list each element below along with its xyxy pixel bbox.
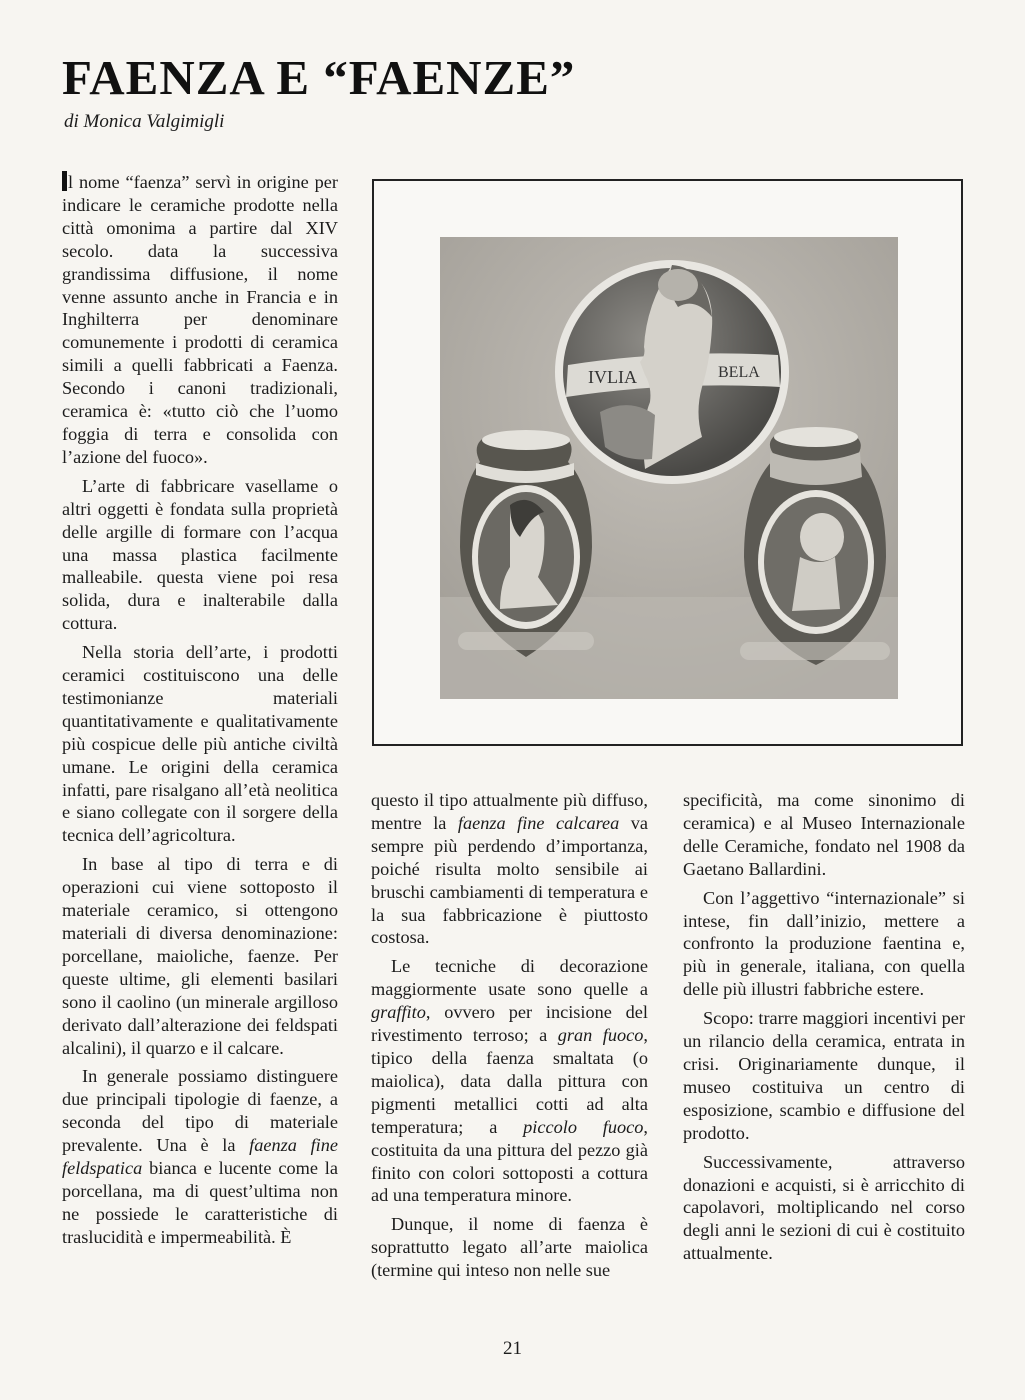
paragraph: Dunque, il nome di faenza è soprattutto legato all’arte maiolica (termine qui inteso non nelle sue: [371, 1214, 648, 1281]
paragraph: [62, 1065, 338, 1248]
paragraph-text: In generale possiamo distinguere due principali tipologie di faenze, a seconda del tipo di materiale prevalente. Una è la: [62, 1066, 338, 1156]
ceramics-illustration: [440, 237, 898, 699]
paragraph: In base al tipo di terra e di operazioni cui viene sottoposto il materiale ceramico, si ottengono materiali di diversa denominazione: porcellane, maioliche, faenze. Per queste ultime, gli elementi basilari sono il caolino (un minerale argilloso derivato dall’alterazione dei feldspati alcalini), il quarzo e il calcare.: [62, 854, 338, 1058]
figure-frame: [372, 179, 963, 746]
paragraph: Nella storia dell’arte, i prodotti ceramici costituiscono una delle testimonianze materiali quantitativamente e qualitativamente più cospicue delle più antiche civiltà umane. Le origini della ceramica infatti, pare risalgano all’età neolitica e siano collegate con il sorgere della tecnica dell’agricoltura.: [62, 642, 338, 846]
paragraph: [371, 955, 648, 1207]
emphasis-text: gran fuoco: [557, 1025, 644, 1046]
article-title: FAENZA E “FAENZE”: [62, 50, 576, 105]
article-author: di Monica Valgimigli: [64, 111, 225, 132]
paragraph-text: questo il tipo attualmente più diffuso, mentre la: [371, 790, 648, 833]
plate-inscription-left: IVLIA: [588, 367, 637, 387]
text-column-1: [62, 171, 338, 1249]
plate-inscription-right: BELA: [718, 364, 760, 381]
paragraph: L’arte di fabbricare vasellame o altri oggetti è fondata sulla proprietà delle argille di formare con l’acqua una massa plastica facilmente malleabile. questa viene poi resa solida, dura e inalterabile dalla cottura.: [62, 475, 338, 634]
paragraph: [371, 789, 648, 949]
paragraph-text: Le tecniche di decorazione maggiormente usate sono quelle a: [371, 956, 648, 1000]
portrait-plate: [555, 260, 789, 484]
paragraph: specificità, ma come sinonimo di ceramica) e al Museo Internazionale delle Ceramiche, fondato nel 1908 da Gaetano Ballardini.: [683, 790, 965, 879]
text-column-2: [371, 789, 648, 1282]
paragraph-text: bianca e lucente come la porcellana, ma di quest’ultima non ne possiede le caratteristiche di traslucidità e impermeabilità. È: [62, 1158, 338, 1247]
paragraph-text: , costituita da una pittura del pezzo già finito con colori sottoposti a cottura ad una temperatura minore.: [371, 1116, 648, 1206]
page-number: 21: [503, 1338, 522, 1359]
emphasis-text: faenza fine feldspatica: [62, 1135, 338, 1179]
paragraph-text: l nome “faenza” servì in origine per indicare le ceramiche prodotte nella città omonima a partire dal XIV secolo. data la successiva grandissima diffusione, il nome venne assunto anche in Francia e in Inghilterra per denominare comunemente i prodotti di ceramica simili a quelli fabbricati a Faenza. Secondo i canoni tradizionali, ceramica è: «tutto ciò che l’uomo foggia di terra e consolida con l’azione del fuoco».: [62, 172, 338, 467]
paragraph: [62, 171, 338, 469]
text-column-3: [683, 789, 965, 1265]
drop-letter: [62, 171, 67, 191]
emphasis-text: faenza fine calcarea: [457, 812, 620, 833]
paragraph-text: , ovvero per incisione del rivestimento terroso; a: [371, 1002, 648, 1046]
ceramics-photo: [440, 237, 898, 699]
emphasis-text: piccolo fuoco: [523, 1116, 644, 1137]
paragraph: Con l’aggettivo “internazionale” si intese, fin dall’inizio, mettere a confronto la produzione faentina e, più in generale, italiana, con quella delle più illustri fabbriche estere.: [683, 887, 965, 1000]
paragraph: Successivamente, attraverso donazioni e acquisti, si è arricchito di capolavori, moltiplicando nel corso degli anni le sezioni di cui è costituito attualmente.: [683, 1151, 965, 1264]
emphasis-text: graffito: [371, 1002, 426, 1023]
paragraph-text: va sempre più perdendo d’importanza, poiché risulta molto sensibile ai bruschi cambiamenti di temperatura e la sua fabbricazione è piuttosto costosa.: [371, 812, 649, 948]
paragraph: Scopo: trarre maggiori incentivi per un rilancio della ceramica, entrata in crisi. Originariamente dunque, il museo costituiva un centro di esposizione, scambio e diffusione del prodotto.: [683, 1008, 965, 1143]
paragraph-text: , tipico della faenza smaltata (o maiolica), data dalla pittura con pigmenti metallici cotti ad alta temperatura; a: [371, 1025, 648, 1137]
